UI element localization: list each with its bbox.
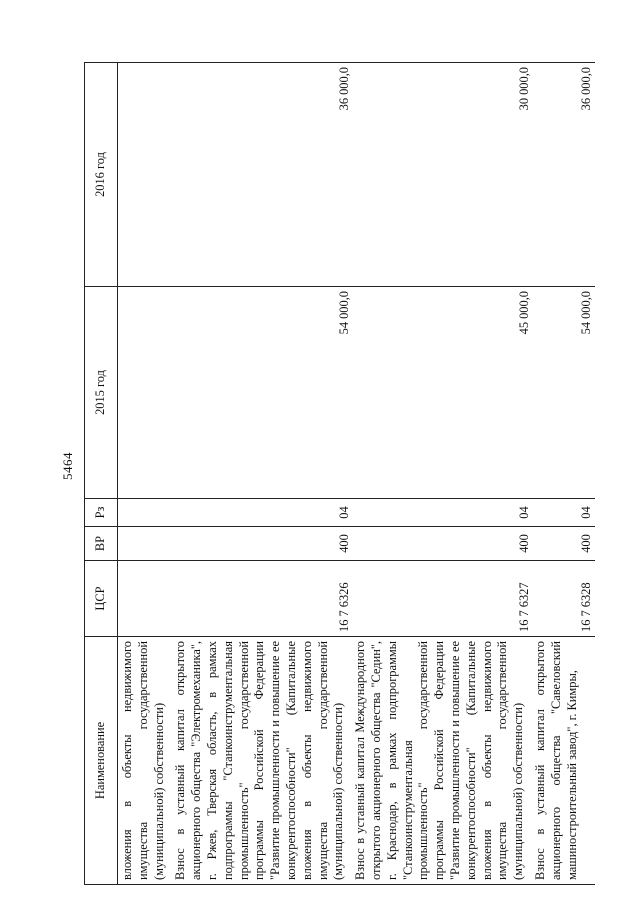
row-name: Взнос в уставный капитал Международного открытого акционерного общества "Седин", г. Краснодар, в рамках подпрограммы "Станкоинструментальная промышленность" государственной программы Российской Федерации "Развитие промышленности и повышение ее конкурентоспособности" (Капитальные вложения в объекты недвижимого имущества государственной (муниципальной) собственности) — [353, 637, 533, 885]
row-rz: 04 — [533, 499, 595, 527]
row-name: вложения в объекты недвижимого имущества государственной (муниципальной) собственности) — [118, 637, 174, 885]
row-name: Взнос в уставный капитал открытого акционерного общества "Электромеханика", г. Ржев, Тверская область, в рамках подпрограммы "Станкоинструментальная промышленность" государственной программы Российской Федерации "Развитие промышленности и повышение ее конкурентоспособности" (Капитальные вложения в объекты недвижимого имущества государственной (муниципальной) собственности) — [173, 637, 353, 885]
header-vr: ВР — [85, 527, 118, 561]
row-csr — [118, 561, 174, 637]
row-csr: 16 7 6326 — [173, 561, 353, 637]
row-2016: 36 000,0 — [533, 63, 595, 287]
row-2015: 45 000,0 — [353, 287, 533, 499]
table-row — [118, 63, 174, 885]
header-2016: 2016 год — [85, 63, 118, 287]
row-2015: 54 000,0 — [173, 287, 353, 499]
row-vr: 400 — [173, 527, 353, 561]
row-name: Взнос в уставный капитал открытого акционерного общества "Савеловский машиностроительный завод", г. Кимры, — [533, 637, 595, 885]
header-rz: Рз — [85, 499, 118, 527]
page-number: 5464 — [60, 452, 75, 480]
table-row — [353, 63, 533, 885]
header-name: Наименование — [85, 637, 118, 885]
row-2016 — [118, 63, 174, 287]
row-vr — [118, 527, 174, 561]
row-2015 — [118, 287, 174, 499]
budget-table — [84, 62, 595, 885]
row-rz — [118, 499, 174, 527]
table-row — [173, 63, 353, 885]
row-2016: 36 000,0 — [173, 63, 353, 287]
row-rz: 04 — [353, 499, 533, 527]
row-2015: 54 000,0 — [533, 287, 595, 499]
row-csr: 16 7 6328 — [533, 561, 595, 637]
header-row — [85, 63, 118, 885]
table-row — [533, 63, 595, 885]
header-csr: ЦСР — [85, 561, 118, 637]
row-vr: 400 — [533, 527, 595, 561]
row-2016: 30 000,0 — [353, 63, 533, 287]
row-csr: 16 7 6327 — [353, 561, 533, 637]
header-2015: 2015 год — [85, 287, 118, 499]
rotated-page — [60, 55, 594, 885]
row-vr: 400 — [353, 527, 533, 561]
row-rz: 04 — [173, 499, 353, 527]
